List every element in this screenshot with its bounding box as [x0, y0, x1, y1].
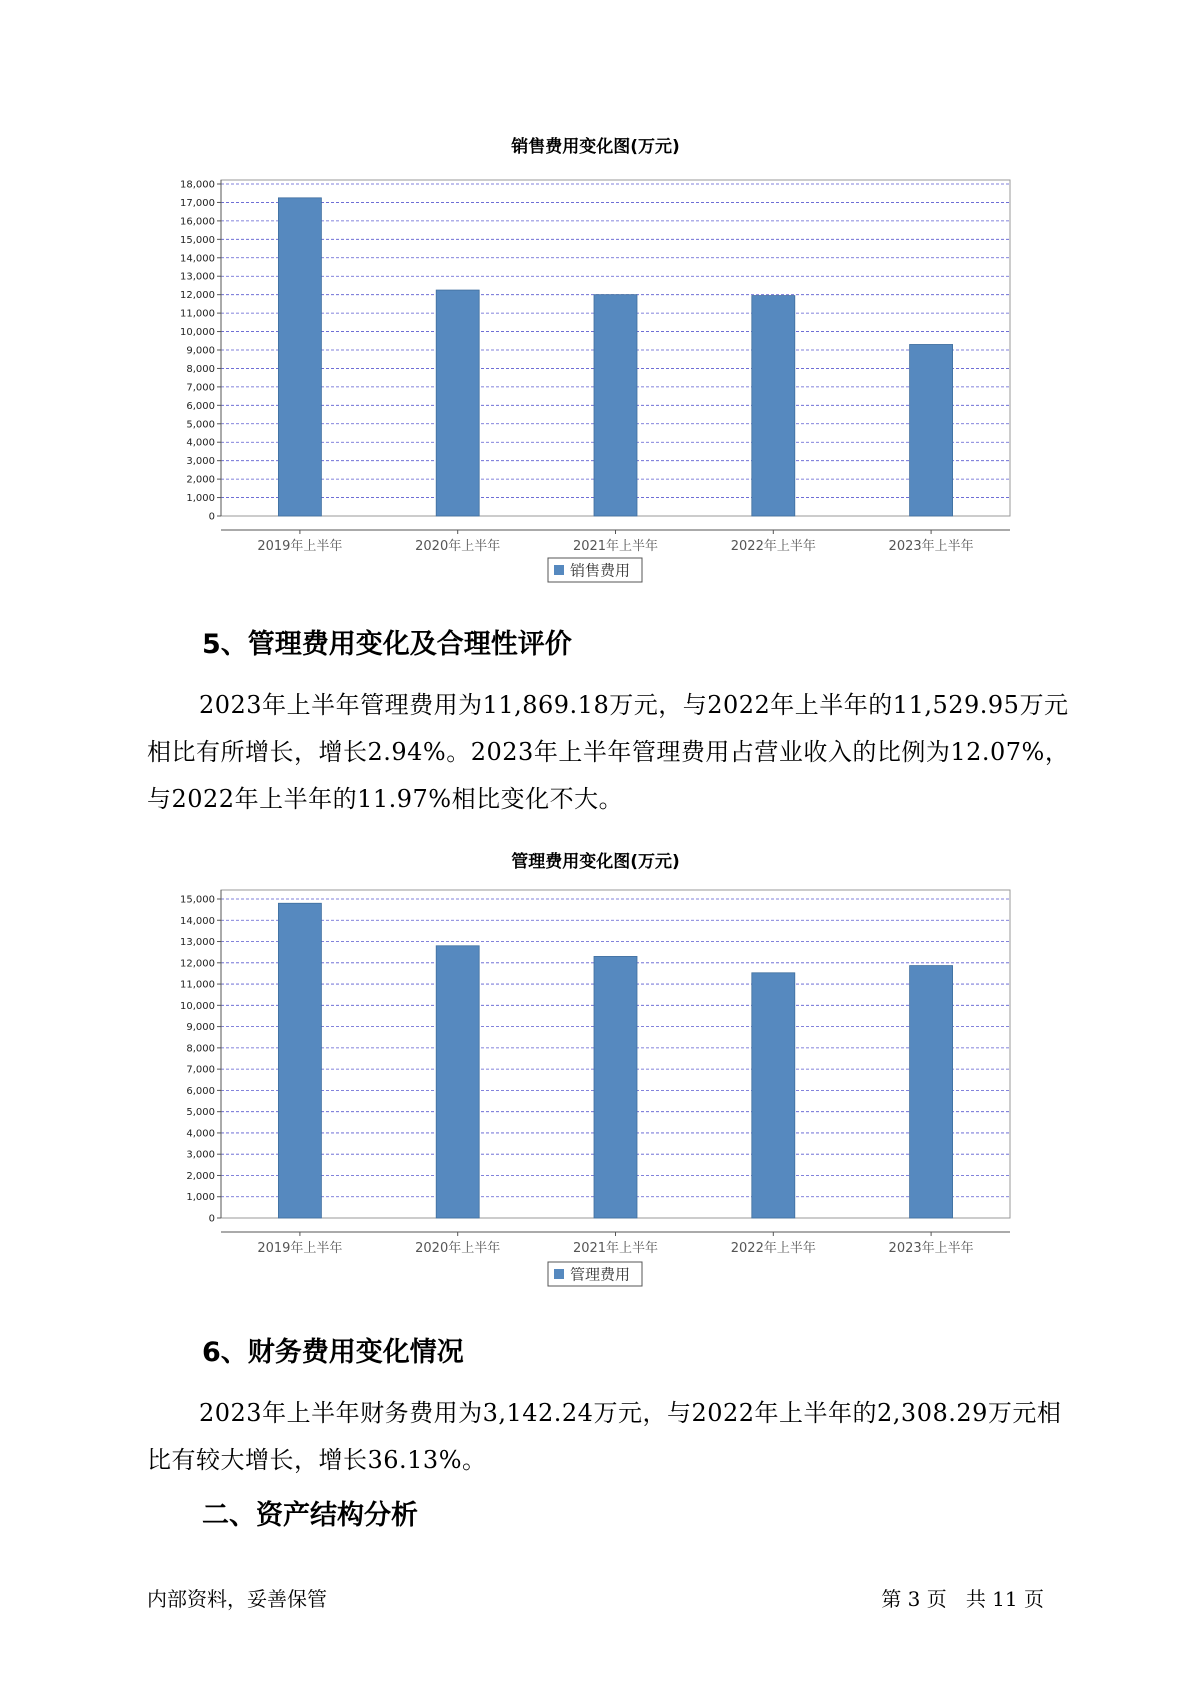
y-tick-label: 11,000: [180, 308, 215, 320]
x-tick-label: 2022年上半年: [730, 539, 816, 554]
y-tick-label: 8,000: [186, 363, 215, 375]
legend: [548, 558, 642, 582]
section-5-paragraph: 2023年上半年管理费用为11,869.18万元，与2022年上半年的11,529.95万元相比有所增长，增长2.94%。2023年上半年管理费用占营业收入的比例为12.07%，与2022年上半年的11.97%相比变化不大。: [147, 691, 1070, 813]
x-tick-label: 2019年上半年: [257, 539, 343, 554]
y-tick-label: 9,000: [186, 345, 215, 357]
x-tick-label: 2020年上半年: [415, 1241, 501, 1256]
x-tick-label: 2023年上半年: [888, 1241, 974, 1256]
bar: [752, 296, 795, 516]
admin-expense-chart: [0, 880, 1191, 1300]
legend-label: 销售费用: [570, 561, 631, 580]
y-tick-label: 3,000: [186, 1149, 215, 1161]
y-tick-label: 16,000: [180, 216, 215, 228]
y-tick-label: 4,000: [186, 1128, 215, 1140]
legend-swatch: [554, 565, 564, 575]
y-tick-label: 13,000: [180, 271, 215, 283]
y-tick-label: 18,000: [180, 179, 215, 191]
y-tick-label: 11,000: [180, 979, 215, 991]
y-tick-label: 13,000: [180, 937, 215, 949]
y-tick-label: 10,000: [180, 1000, 215, 1012]
y-tick-label: 5,000: [186, 1107, 215, 1119]
y-tick-label: 0: [208, 1213, 215, 1225]
bar: [752, 973, 795, 1218]
bar: [436, 290, 479, 516]
x-tick-label: 2019年上半年: [257, 1241, 343, 1256]
bar: [910, 344, 953, 516]
x-tick-label: 2021年上半年: [572, 539, 659, 554]
section-5-heading: 5、管理费用变化及合理性评价: [202, 629, 572, 660]
footer-page-number: 第 3 页 共 11 页: [881, 1587, 1044, 1611]
chart-title-sales: 销售费用变化图(万元): [511, 137, 680, 157]
legend-label: 管理费用: [570, 1265, 631, 1284]
bar: [594, 956, 637, 1218]
y-tick-label: 10,000: [180, 327, 215, 339]
bar: [278, 198, 321, 516]
y-tick-label: 14,000: [180, 915, 215, 927]
footer-confidential-note: 内部资料，妥善保管: [147, 1587, 327, 1611]
legend-swatch: [554, 1269, 564, 1279]
chart-title-admin: 管理费用变化图(万元): [511, 852, 680, 872]
bar: [278, 903, 321, 1218]
section-6-heading: 6、财务费用变化情况: [202, 1337, 464, 1368]
y-tick-label: 4,000: [186, 437, 215, 449]
x-tick-label: 2023年上半年: [888, 539, 974, 554]
y-tick-label: 0: [208, 511, 215, 523]
y-tick-label: 12,000: [180, 290, 215, 302]
x-tick-label: 2021年上半年: [572, 1241, 659, 1256]
section-6-paragraph: 2023年上半年财务费用为3,142.24万元，与2022年上半年的2,308.29万元相比有较大增长，增长36.13%。: [147, 1399, 1062, 1474]
bar: [910, 966, 953, 1218]
y-tick-label: 2,000: [186, 474, 215, 486]
y-tick-label: 6,000: [186, 400, 215, 412]
y-tick-label: 9,000: [186, 1022, 215, 1034]
y-tick-label: 7,000: [186, 382, 215, 394]
section-2-heading: 二、资产结构分析: [202, 1500, 418, 1531]
legend: [548, 1262, 642, 1286]
bar: [436, 946, 479, 1218]
y-tick-label: 6,000: [186, 1085, 215, 1097]
y-tick-label: 1,000: [186, 493, 215, 505]
y-tick-label: 5,000: [186, 419, 215, 431]
y-tick-label: 7,000: [186, 1064, 215, 1076]
y-tick-label: 2,000: [186, 1170, 215, 1182]
y-tick-label: 12,000: [180, 958, 215, 970]
y-tick-label: 15,000: [180, 894, 215, 906]
y-tick-label: 8,000: [186, 1043, 215, 1055]
x-tick-label: 2020年上半年: [415, 539, 501, 554]
y-tick-label: 1,000: [186, 1192, 215, 1204]
sales-expense-chart: [0, 160, 1191, 580]
y-tick-label: 14,000: [180, 253, 215, 265]
y-tick-label: 3,000: [186, 456, 215, 468]
y-tick-label: 15,000: [180, 234, 215, 246]
y-tick-label: 17,000: [180, 197, 215, 209]
bar: [594, 295, 637, 516]
x-tick-label: 2022年上半年: [730, 1241, 816, 1256]
